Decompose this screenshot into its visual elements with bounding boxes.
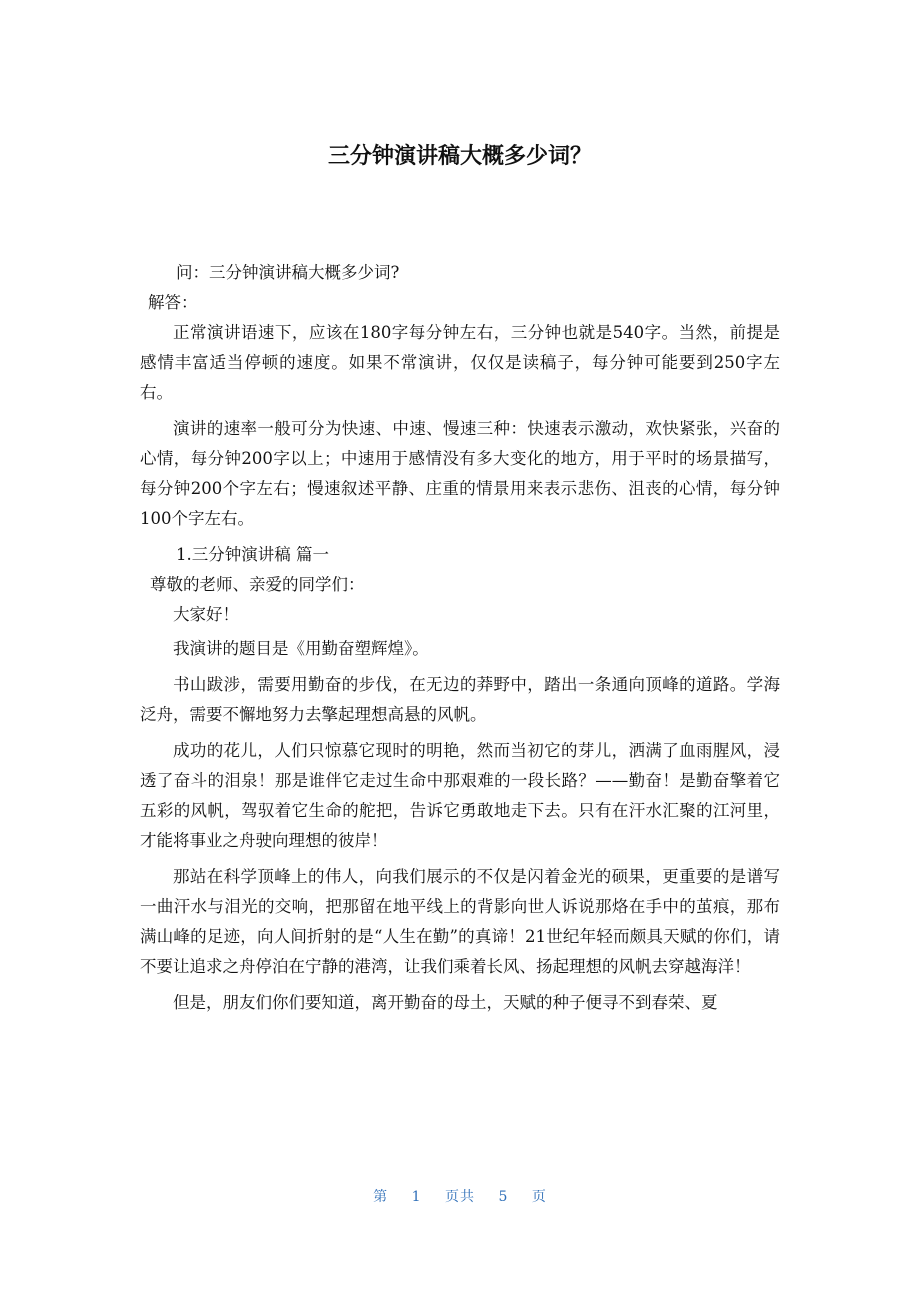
footer-current-page: 1 — [411, 1189, 422, 1205]
speech-paragraph: 但是，朋友们你们要知道，离开勤奋的母土，天赋的种子便寻不到春荣、夏 — [173, 993, 718, 1012]
speech-paragraph: 我演讲的题目是《用勤奋塑辉煌》。 — [173, 639, 429, 658]
speech-paragraph: 成功的花儿，人们只惊慕它现时的明艳，然而当初它的芽儿，洒满了血雨腥风，浸透了奋斗的泪泉！那是谁伴它走过生命中那艰难的一段长路？——勤奋！是勤奋擎着它五彩的风帆，驾驭着它生命的舵把，告诉它勇敢地走下去。只有在汗水汇聚的江河里，才能将事业之舟驶向理想的彼岸！ — [140, 741, 780, 850]
speech-paragraph: 书山跋涉，需要用勤奋的步伐，在无边的莽野中，踏出一条通向顶峰的道路。学海泛舟，需要不懈地努力去擎起理想高悬的风帆。 — [140, 675, 780, 724]
paragraph: 正常演讲语速下，应该在180字每分钟左右，三分钟也就是540字。当然，前提是感情丰富适当停顿的速度。如果不常演讲，仅仅是读稿子，每分钟可能要到250字左右。 — [140, 323, 780, 402]
document-body — [140, 258, 780, 1024]
page-title: 三分钟演讲稿大概多少词？ — [327, 144, 592, 169]
page-footer — [0, 1186, 920, 1206]
salutation: 尊敬的老师、亲爱的同学们： — [150, 575, 365, 594]
greeting: 大家好！ — [173, 605, 239, 624]
footer-of-word: 页共 — [445, 1189, 475, 1205]
paragraph: 演讲的速率一般可分为快速、中速、慢速三种：快速表示激动，欢快紧张，兴奋的心情，每分钟200字以上；中速用于感情没有多大变化的地方，用于平时的场景描写，每分钟200个字左右；慢速叙述平静、庄重的情景用来表示悲伤、沮丧的心情，每分钟100个字左右。 — [140, 419, 780, 528]
footer-page-suffix: 页 — [531, 1189, 547, 1205]
answer-label: 解答： — [148, 293, 198, 312]
speech-paragraph: 那站在科学顶峰上的伟人，向我们展示的不仅是闪着金光的硕果，更重要的是谱写一曲汗水与泪光的交响，把那留在地平线上的背影向世人诉说那烙在手中的茧痕，那布满山峰的足迹，向人间折射的是“人生在勤”的真谛！21世纪年轻而颇具天赋的你们，请不要让追求之舟停泊在宁静的港湾，让我们乘着长风、扬起理想的风帆去穿越海洋！ — [140, 867, 780, 976]
footer-page-word: 第 — [373, 1189, 389, 1205]
section-heading: 1.三分钟演讲稿 篇一 — [176, 545, 329, 564]
question-line: 问：三分钟演讲稿大概多少词? — [176, 263, 400, 282]
footer-total-pages: 5 — [498, 1189, 509, 1205]
